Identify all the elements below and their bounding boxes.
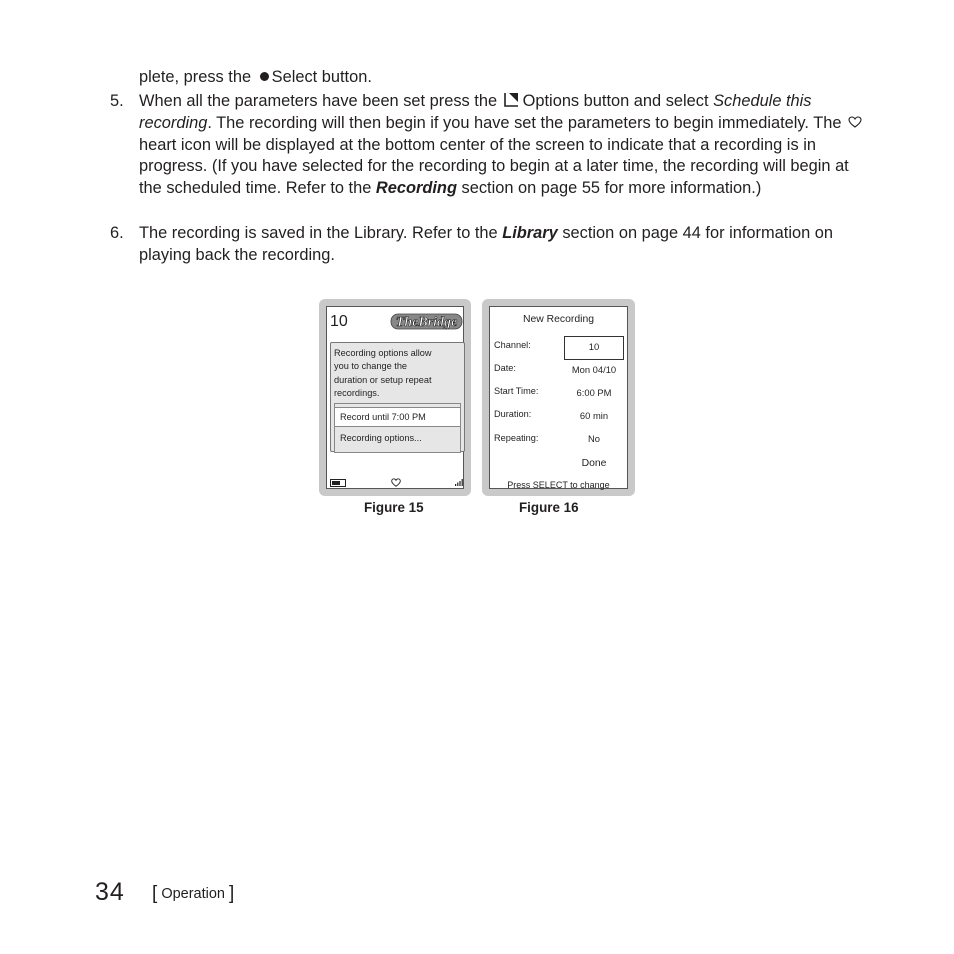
recording-options-list (334, 403, 461, 453)
step-emphasis: Library (502, 224, 558, 242)
figure-15-device (319, 299, 471, 496)
step-body (139, 223, 870, 267)
step-text: Options button and select (522, 92, 709, 110)
info-line: recordings. (334, 388, 380, 399)
step-text: When all the parameters have been set press the (139, 92, 498, 110)
recording-info-box (330, 342, 465, 452)
recording-options-item[interactable] (335, 427, 460, 449)
step-text: heart icon will be displayed at the bottom center of the screen to indicate that a recording is in progress. (If you have selected for the recording to begin at a later time, the recording will begin at the scheduled time. Refer to the (139, 135, 849, 198)
screen-title: New Recording (522, 314, 595, 325)
channel-value[interactable]: 10 (588, 341, 600, 352)
date-value[interactable]: Mon 04/10 (571, 364, 617, 375)
figure-15-caption: Figure 15 (364, 500, 424, 515)
signal-strength-icon (455, 479, 463, 486)
paragraph-text: plete, press the (139, 68, 252, 86)
done-button[interactable]: Done (581, 458, 607, 469)
step-6 (110, 223, 870, 267)
device-screen (489, 306, 628, 489)
info-line: you to change the (334, 361, 408, 372)
channel-number: 10 (330, 313, 348, 330)
duration-value[interactable]: 60 min (579, 410, 609, 421)
section-label (152, 883, 234, 905)
svg-text:TheBridge: TheBridge (395, 315, 458, 330)
channel-label: Channel: (494, 340, 531, 350)
info-line: duration or setup repeat (334, 374, 432, 385)
step-number: 5. (110, 92, 124, 110)
step-5 (110, 91, 870, 200)
step-body (139, 91, 870, 200)
figure-16-caption: Figure 16 (519, 500, 579, 515)
info-text (334, 347, 432, 401)
start-time-value[interactable]: 6:00 PM (576, 387, 612, 398)
repeating-label: Repeating: (494, 433, 539, 443)
step-emphasis: Schedule this recording (139, 92, 812, 132)
repeating-value[interactable]: No (588, 433, 600, 444)
date-label: Date: (494, 363, 516, 373)
step-emphasis: Recording (375, 179, 457, 198)
info-line: Recording options allow (334, 348, 432, 358)
page-number: 34 (95, 878, 125, 906)
figure-16-device (482, 299, 635, 496)
device-screen (326, 306, 464, 489)
start-time-label: Start Time: (494, 386, 539, 396)
continued-paragraph (139, 67, 869, 89)
hint-text: Press SELECT to change (507, 480, 610, 490)
step-text: The recording is saved in the Library. Refer to the (139, 224, 498, 242)
step-text: section on page 55 for more information.) (461, 179, 762, 198)
thebridge-logo (390, 311, 463, 331)
step-text: section on page 44 for information on playing back the recording. (139, 224, 833, 264)
battery-icon (330, 479, 346, 487)
options-button-icon (504, 92, 519, 107)
heart-icon (391, 478, 401, 487)
step-text: . The recording will then begin if you have set the parameters to begin immediately. The (207, 113, 842, 132)
record-until-option[interactable] (335, 407, 460, 427)
step-number: 6. (110, 224, 124, 242)
option-label: Recording options... (340, 433, 422, 443)
section-name: Operation (161, 886, 225, 902)
select-button-icon (260, 72, 269, 81)
option-label: Record until 7:00 PM (340, 412, 426, 422)
bracket: ] (229, 883, 235, 904)
bracket: [ (152, 883, 158, 904)
paragraph-text: Select button. (271, 68, 372, 86)
heart-icon (848, 116, 862, 128)
duration-label: Duration: (494, 409, 532, 419)
